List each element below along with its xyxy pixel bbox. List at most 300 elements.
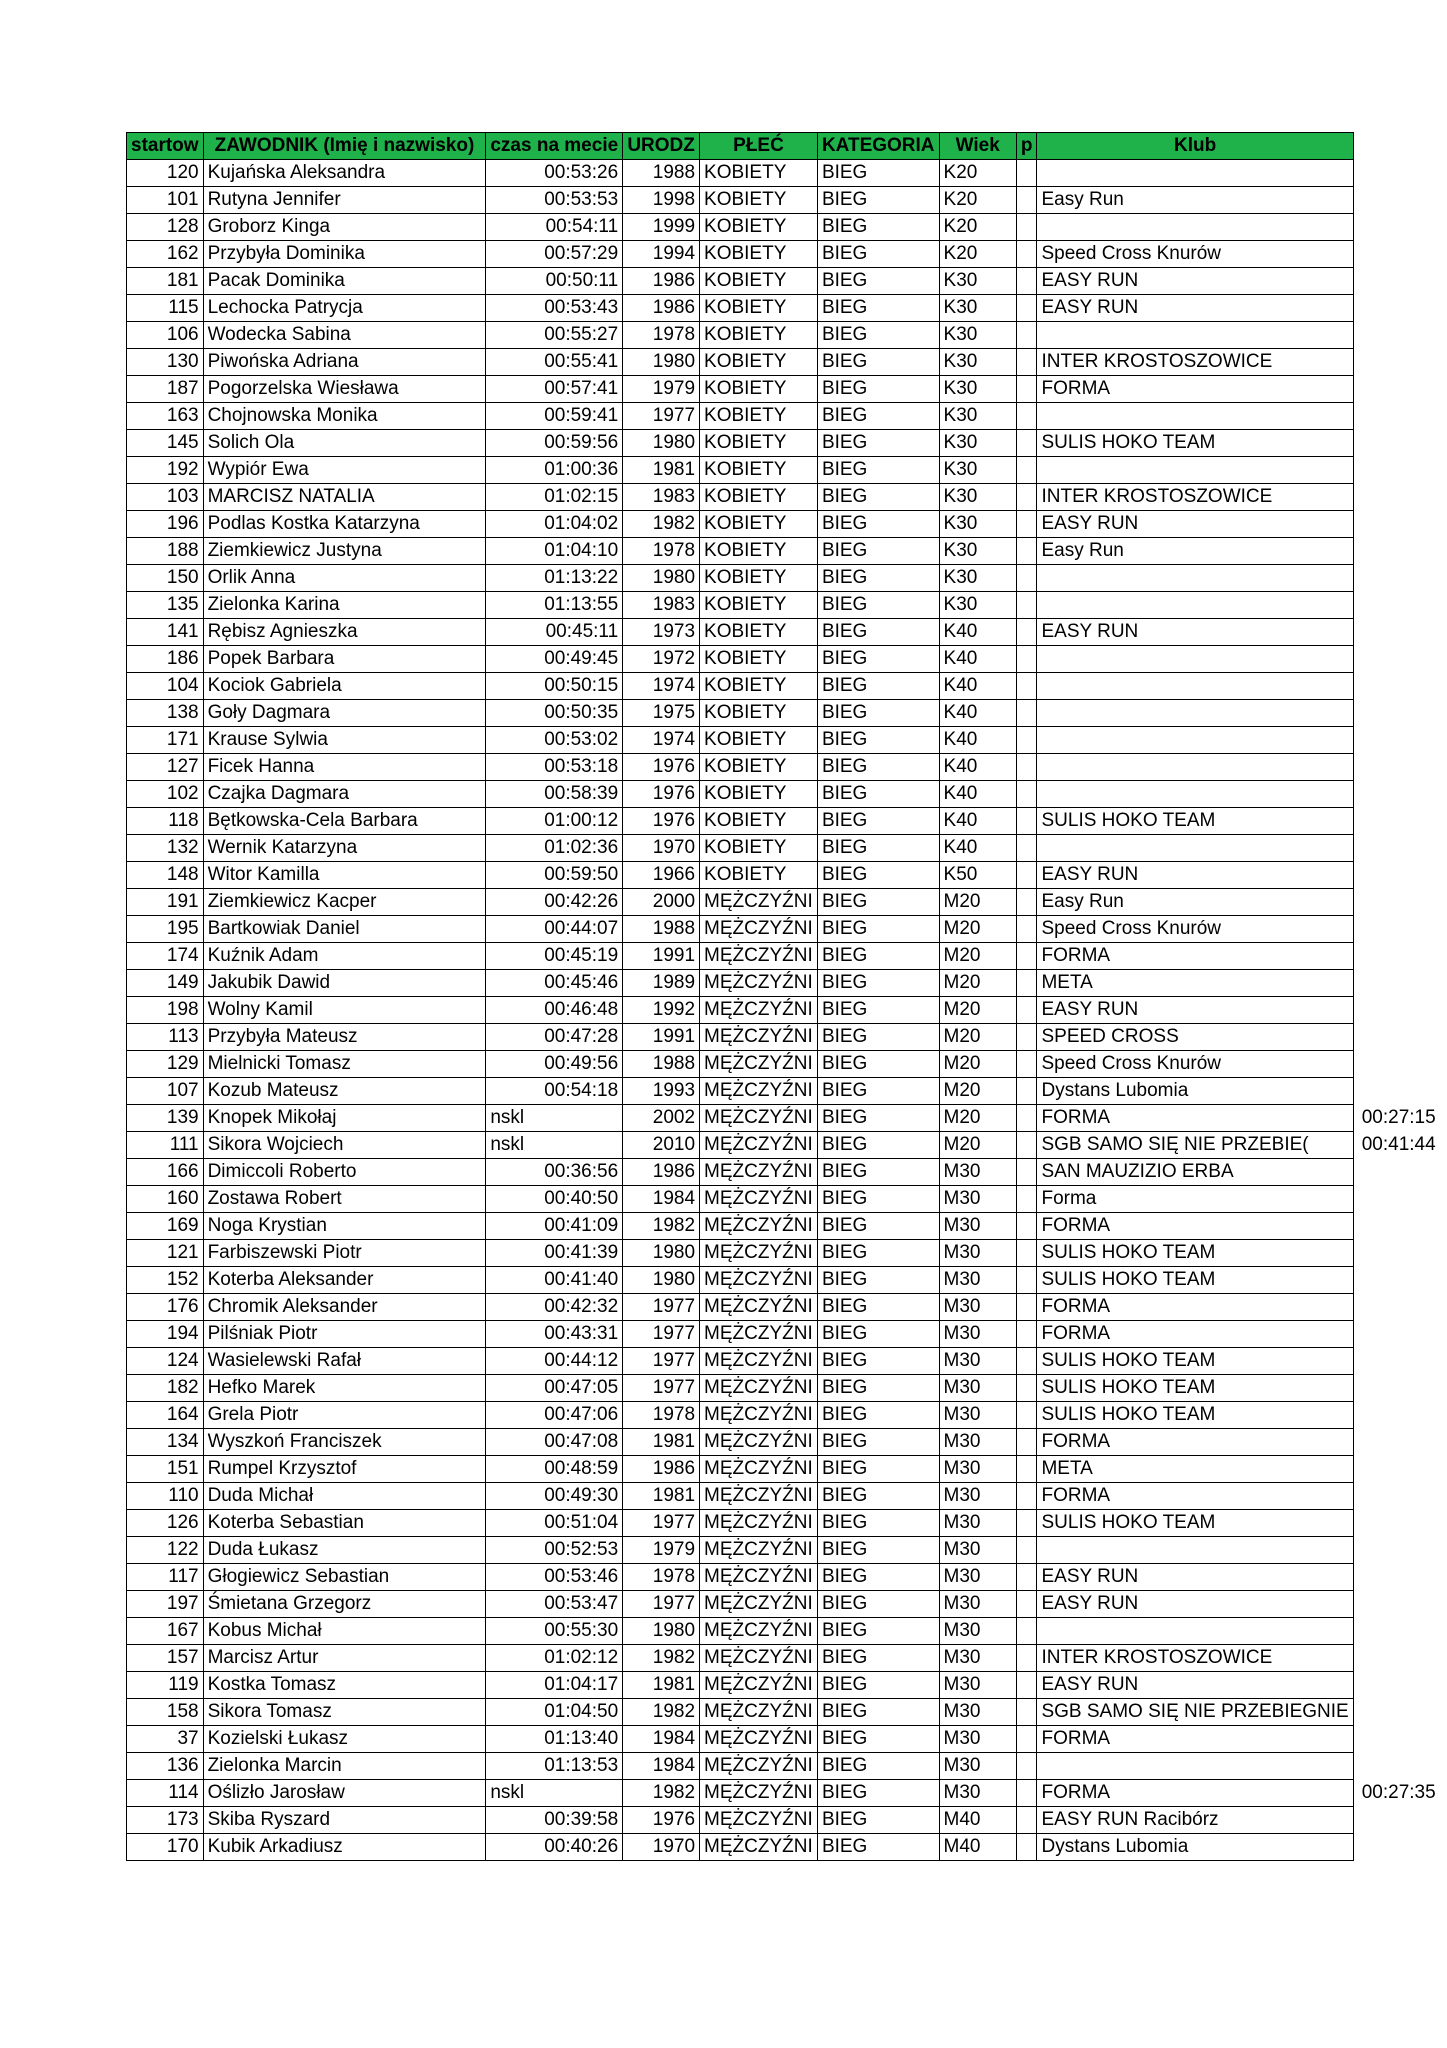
cell-birth-year: 1986 xyxy=(623,1456,700,1483)
table-row xyxy=(127,376,1447,403)
cell-finish-time: 00:57:29 xyxy=(486,241,623,268)
cell-name: Śmietana Grzegorz xyxy=(203,1591,486,1618)
table-row xyxy=(127,457,1447,484)
cell-category: BIEG xyxy=(817,1375,939,1402)
cell-blank xyxy=(1016,1753,1037,1780)
cell-blank xyxy=(1016,1240,1037,1267)
cell-blank xyxy=(1016,889,1037,916)
cell-age-group: K40 xyxy=(939,619,1016,646)
cell-name: Marcisz Artur xyxy=(203,1645,486,1672)
cell-start-number: 139 xyxy=(127,1105,204,1132)
cell-birth-year: 1978 xyxy=(623,1564,700,1591)
table-row xyxy=(127,241,1447,268)
cell-finish-time: 00:44:12 xyxy=(486,1348,623,1375)
header-name: ZAWODNIK (Imię i nazwisko) xyxy=(203,133,486,160)
cell-extra xyxy=(1353,160,1446,187)
cell-extra: 00:27:35 xyxy=(1361,1782,1436,1803)
cell-name: Przybyła Dominika xyxy=(203,241,486,268)
header-start-number: startow xyxy=(127,133,204,160)
cell-name: Witor Kamilla xyxy=(203,862,486,889)
cell-club: Speed Cross Knurów xyxy=(1037,916,1353,943)
cell-finish-time: 00:50:15 xyxy=(486,673,623,700)
cell-blank xyxy=(1016,808,1037,835)
cell-sex: KOBIETY xyxy=(700,727,818,754)
cell-age-group: M30 xyxy=(939,1159,1016,1186)
cell-birth-year: 1976 xyxy=(623,781,700,808)
cell-blank xyxy=(1016,781,1037,808)
cell-sex: KOBIETY xyxy=(700,457,818,484)
cell-sex: KOBIETY xyxy=(700,187,818,214)
cell-club xyxy=(1037,160,1353,187)
cell-finish-time: 00:47:05 xyxy=(486,1375,623,1402)
cell-start-number: 117 xyxy=(127,1564,204,1591)
cell-sex: KOBIETY xyxy=(700,781,818,808)
cell-start-number: 164 xyxy=(127,1402,204,1429)
cell-extra xyxy=(1353,1591,1446,1618)
cell-club xyxy=(1037,457,1353,484)
cell-category: BIEG xyxy=(817,727,939,754)
cell-age-group: M30 xyxy=(939,1240,1016,1267)
cell-extra xyxy=(1353,376,1446,403)
cell-sex: MĘŻCZYŹNI xyxy=(700,916,818,943)
cell-start-number: 149 xyxy=(127,970,204,997)
cell-name: Kostka Tomasz xyxy=(203,1672,486,1699)
cell-extra xyxy=(1353,1213,1446,1240)
cell-blank xyxy=(1016,1699,1037,1726)
cell-category: BIEG xyxy=(817,700,939,727)
cell-blank xyxy=(1016,511,1037,538)
cell-finish-time: 00:53:47 xyxy=(486,1591,623,1618)
cell-birth-year: 1999 xyxy=(623,214,700,241)
cell-name: Ziemkiewicz Kacper xyxy=(203,889,486,916)
cell-category: BIEG xyxy=(817,1132,939,1159)
cell-age-group: K50 xyxy=(939,862,1016,889)
cell-club: Easy Run xyxy=(1037,889,1353,916)
cell-blank xyxy=(1016,187,1037,214)
cell-sex: KOBIETY xyxy=(700,322,818,349)
cell-birth-year: 1993 xyxy=(623,1078,700,1105)
cell-club xyxy=(1037,1618,1353,1645)
cell-name: Rumpel Krzysztof xyxy=(203,1456,486,1483)
cell-birth-year: 1982 xyxy=(623,511,700,538)
cell-name: Knopek Mikołaj xyxy=(203,1105,486,1132)
cell-birth-year: 1973 xyxy=(623,619,700,646)
cell-sex: KOBIETY xyxy=(700,295,818,322)
cell-club: EASY RUN xyxy=(1037,1591,1353,1618)
cell-start-number: 148 xyxy=(127,862,204,889)
cell-sex: KOBIETY xyxy=(700,403,818,430)
cell-age-group: M30 xyxy=(939,1456,1016,1483)
table-row xyxy=(127,1483,1447,1510)
table-row xyxy=(127,403,1447,430)
cell-start-number: 128 xyxy=(127,214,204,241)
cell-name: Kociok Gabriela xyxy=(203,673,486,700)
cell-extra xyxy=(1353,214,1446,241)
cell-name: Duda Michał xyxy=(203,1483,486,1510)
cell-sex: MĘŻCZYŹNI xyxy=(700,1240,818,1267)
cell-extra xyxy=(1353,322,1446,349)
cell-extra xyxy=(1353,1429,1446,1456)
cell-age-group: M20 xyxy=(939,1078,1016,1105)
cell-blank xyxy=(1016,484,1037,511)
cell-finish-time: 00:45:19 xyxy=(486,943,623,970)
cell-age-group: K40 xyxy=(939,700,1016,727)
cell-name: Kozub Mateusz xyxy=(203,1078,486,1105)
cell-category: BIEG xyxy=(817,754,939,781)
cell-category: BIEG xyxy=(817,1105,939,1132)
cell-birth-year: 1989 xyxy=(623,970,700,997)
results-table xyxy=(126,132,1447,1861)
cell-name: Orlik Anna xyxy=(203,565,486,592)
cell-category: BIEG xyxy=(817,673,939,700)
cell-category: BIEG xyxy=(817,214,939,241)
cell-age-group: K30 xyxy=(939,457,1016,484)
cell-finish-time: 00:53:43 xyxy=(486,295,623,322)
cell-club xyxy=(1037,646,1353,673)
cell-extra xyxy=(1353,781,1446,808)
cell-extra xyxy=(1353,997,1446,1024)
cell-sex: KOBIETY xyxy=(700,808,818,835)
cell-finish-time: 00:42:26 xyxy=(486,889,623,916)
cell-start-number: 106 xyxy=(127,322,204,349)
cell-age-group: K30 xyxy=(939,268,1016,295)
cell-blank xyxy=(1016,646,1037,673)
cell-club xyxy=(1037,781,1353,808)
table-row xyxy=(127,1267,1447,1294)
cell-extra xyxy=(1353,943,1446,970)
cell-sex: MĘŻCZYŹNI xyxy=(700,1348,818,1375)
cell-birth-year: 1974 xyxy=(623,727,700,754)
cell-name: Pogorzelska Wiesława xyxy=(203,376,486,403)
table-row xyxy=(127,592,1447,619)
cell-age-group: K30 xyxy=(939,511,1016,538)
cell-blank xyxy=(1016,1402,1037,1429)
table-row xyxy=(127,835,1447,862)
cell-category: BIEG xyxy=(817,295,939,322)
cell-name: Zielonka Marcin xyxy=(203,1753,486,1780)
cell-name: Ziemkiewicz Justyna xyxy=(203,538,486,565)
cell-birth-year: 1970 xyxy=(623,835,700,862)
cell-extra xyxy=(1353,1024,1446,1051)
cell-finish-time: 00:47:08 xyxy=(486,1429,623,1456)
cell-sex: MĘŻCZYŹNI xyxy=(700,1780,818,1807)
cell-sex: MĘŻCZYŹNI xyxy=(700,1510,818,1537)
cell-category: BIEG xyxy=(817,403,939,430)
cell-finish-time: 00:59:56 xyxy=(486,430,623,457)
cell-club xyxy=(1037,592,1353,619)
cell-finish-time: 00:59:50 xyxy=(486,862,623,889)
cell-blank xyxy=(1016,268,1037,295)
cell-extra xyxy=(1353,1159,1446,1186)
cell-finish-time: 01:04:10 xyxy=(486,538,623,565)
table-row xyxy=(127,997,1447,1024)
cell-birth-year: 1982 xyxy=(623,1645,700,1672)
cell-birth-year: 1988 xyxy=(623,1051,700,1078)
cell-sex: MĘŻCZYŹNI xyxy=(700,1213,818,1240)
cell-finish-time: 00:53:53 xyxy=(486,187,623,214)
cell-start-number: 126 xyxy=(127,1510,204,1537)
cell-sex: MĘŻCZYŹNI xyxy=(700,1186,818,1213)
cell-category: BIEG xyxy=(817,565,939,592)
cell-club: EASY RUN xyxy=(1037,619,1353,646)
cell-category: BIEG xyxy=(817,1726,939,1753)
cell-extra xyxy=(1353,1645,1446,1672)
cell-start-number: 115 xyxy=(127,295,204,322)
cell-club: FORMA xyxy=(1037,1105,1353,1132)
cell-extra xyxy=(1353,1510,1446,1537)
table-row xyxy=(127,1645,1447,1672)
cell-age-group: M40 xyxy=(939,1834,1016,1861)
header-birth-year: URODZ xyxy=(623,133,700,160)
cell-age-group: K40 xyxy=(939,754,1016,781)
cell-club xyxy=(1037,700,1353,727)
cell-start-number: 122 xyxy=(127,1537,204,1564)
cell-extra xyxy=(1353,241,1446,268)
cell-category: BIEG xyxy=(817,484,939,511)
table-row xyxy=(127,1321,1447,1348)
cell-birth-year: 1980 xyxy=(623,430,700,457)
cell-start-number: 182 xyxy=(127,1375,204,1402)
cell-sex: KOBIETY xyxy=(700,700,818,727)
cell-sex: KOBIETY xyxy=(700,268,818,295)
cell-sex: MĘŻCZYŹNI xyxy=(700,1159,818,1186)
cell-club: Speed Cross Knurów xyxy=(1037,1051,1353,1078)
table-row xyxy=(127,1402,1447,1429)
table-row xyxy=(127,268,1447,295)
cell-blank xyxy=(1016,241,1037,268)
cell-club xyxy=(1037,835,1353,862)
table-row xyxy=(127,1753,1447,1780)
cell-club: Forma xyxy=(1037,1186,1353,1213)
cell-sex: KOBIETY xyxy=(700,160,818,187)
cell-name: Hefko Marek xyxy=(203,1375,486,1402)
cell-start-number: 102 xyxy=(127,781,204,808)
cell-name: Kuźnik Adam xyxy=(203,943,486,970)
cell-age-group: M20 xyxy=(939,943,1016,970)
cell-blank xyxy=(1016,673,1037,700)
cell-age-group: K30 xyxy=(939,565,1016,592)
cell-club: FORMA xyxy=(1037,1429,1353,1456)
cell-birth-year: 1981 xyxy=(623,1672,700,1699)
cell-blank xyxy=(1016,1105,1037,1132)
cell-category: BIEG xyxy=(817,241,939,268)
cell-age-group: M30 xyxy=(939,1618,1016,1645)
cell-age-group: M20 xyxy=(939,889,1016,916)
cell-blank xyxy=(1016,1726,1037,1753)
cell-start-number: 129 xyxy=(127,1051,204,1078)
cell-birth-year: 1986 xyxy=(623,1159,700,1186)
cell-finish-time: 00:55:41 xyxy=(486,349,623,376)
cell-birth-year: 1977 xyxy=(623,1294,700,1321)
cell-blank xyxy=(1016,997,1037,1024)
cell-extra xyxy=(1353,619,1446,646)
cell-finish-time: 00:41:09 xyxy=(486,1213,623,1240)
cell-finish-time: 00:41:39 xyxy=(486,1240,623,1267)
cell-sex: MĘŻCZYŹNI xyxy=(700,1726,818,1753)
cell-extra xyxy=(1353,1456,1446,1483)
cell-birth-year: 1977 xyxy=(623,1375,700,1402)
cell-club: FORMA xyxy=(1037,1483,1353,1510)
cell-start-number: 195 xyxy=(127,916,204,943)
cell-blank xyxy=(1016,619,1037,646)
cell-start-number: 192 xyxy=(127,457,204,484)
cell-age-group: M30 xyxy=(939,1591,1016,1618)
cell-age-group: M30 xyxy=(939,1672,1016,1699)
cell-birth-year: 1976 xyxy=(623,1807,700,1834)
cell-extra xyxy=(1353,1537,1446,1564)
table-row xyxy=(127,970,1447,997)
cell-sex: MĘŻCZYŹNI xyxy=(700,1375,818,1402)
cell-finish-time: 00:53:18 xyxy=(486,754,623,781)
cell-name: MARCISZ NATALIA xyxy=(203,484,486,511)
cell-club: META xyxy=(1037,970,1353,997)
cell-birth-year: 1980 xyxy=(623,1240,700,1267)
table-row xyxy=(127,1375,1447,1402)
cell-sex: KOBIETY xyxy=(700,673,818,700)
cell-start-number: 157 xyxy=(127,1645,204,1672)
cell-name: Jakubik Dawid xyxy=(203,970,486,997)
cell-age-group: M30 xyxy=(939,1780,1016,1807)
cell-age-group: K20 xyxy=(939,241,1016,268)
cell-name: Bartkowiak Daniel xyxy=(203,916,486,943)
cell-finish-time: 00:40:26 xyxy=(486,1834,623,1861)
cell-extra xyxy=(1353,1294,1446,1321)
cell-name: Krause Sylwia xyxy=(203,727,486,754)
cell-club xyxy=(1037,322,1353,349)
cell-club: SULIS HOKO TEAM xyxy=(1037,1348,1353,1375)
cell-age-group: K30 xyxy=(939,403,1016,430)
cell-club: SULIS HOKO TEAM xyxy=(1037,1267,1353,1294)
cell-extra xyxy=(1353,1807,1446,1834)
cell-finish-time: 01:04:02 xyxy=(486,511,623,538)
cell-club: SGB SAMO SIĘ NIE PRZEBIEGNIE xyxy=(1037,1699,1353,1726)
cell-category: BIEG xyxy=(817,619,939,646)
cell-category: BIEG xyxy=(817,349,939,376)
cell-club: FORMA xyxy=(1037,1294,1353,1321)
cell-birth-year: 1991 xyxy=(623,943,700,970)
table-row xyxy=(127,349,1447,376)
table-row xyxy=(127,619,1447,646)
cell-category: BIEG xyxy=(817,1834,939,1861)
cell-finish-time: 00:45:11 xyxy=(486,619,623,646)
cell-sex: MĘŻCZYŹNI xyxy=(700,1051,818,1078)
cell-category: BIEG xyxy=(817,1780,939,1807)
cell-extra xyxy=(1353,754,1446,781)
cell-age-group: M30 xyxy=(939,1213,1016,1240)
cell-finish-time: 00:54:11 xyxy=(486,214,623,241)
cell-extra xyxy=(1353,1564,1446,1591)
cell-age-group: M20 xyxy=(939,1132,1016,1159)
cell-name: Wypiór Ewa xyxy=(203,457,486,484)
cell-category: BIEG xyxy=(817,1591,939,1618)
cell-club: Dystans Lubomia xyxy=(1037,1078,1353,1105)
cell-start-number: 130 xyxy=(127,349,204,376)
cell-sex: MĘŻCZYŹNI xyxy=(700,1321,818,1348)
cell-finish-time: nskl xyxy=(486,1105,623,1132)
cell-category: BIEG xyxy=(817,511,939,538)
table-row xyxy=(127,1537,1447,1564)
cell-blank xyxy=(1016,1834,1037,1861)
header-blank: p xyxy=(1016,133,1037,160)
cell-finish-time: 00:58:39 xyxy=(486,781,623,808)
cell-start-number: 114 xyxy=(127,1780,204,1807)
cell-club: FORMA xyxy=(1037,1726,1353,1753)
cell-sex: KOBIETY xyxy=(700,538,818,565)
cell-start-number: 171 xyxy=(127,727,204,754)
cell-finish-time: 01:04:17 xyxy=(486,1672,623,1699)
cell-start-number: 151 xyxy=(127,1456,204,1483)
cell-club: SPEED CROSS xyxy=(1037,1024,1353,1051)
cell-sex: KOBIETY xyxy=(700,565,818,592)
cell-birth-year: 1977 xyxy=(623,1591,700,1618)
cell-name: Wasielewski Rafał xyxy=(203,1348,486,1375)
cell-sex: MĘŻCZYŹNI xyxy=(700,1591,818,1618)
cell-birth-year: 2000 xyxy=(623,889,700,916)
cell-club: EASY RUN xyxy=(1037,268,1353,295)
cell-finish-time: 00:46:48 xyxy=(486,997,623,1024)
cell-blank xyxy=(1016,1456,1037,1483)
cell-blank xyxy=(1016,1213,1037,1240)
cell-sex: MĘŻCZYŹNI xyxy=(700,1645,818,1672)
cell-category: BIEG xyxy=(817,430,939,457)
table-row xyxy=(127,1078,1447,1105)
cell-sex: KOBIETY xyxy=(700,214,818,241)
cell-start-number: 152 xyxy=(127,1267,204,1294)
cell-category: BIEG xyxy=(817,835,939,862)
cell-extra xyxy=(1353,1834,1446,1861)
cell-name: Solich Ola xyxy=(203,430,486,457)
cell-extra xyxy=(1353,430,1446,457)
cell-age-group: K30 xyxy=(939,376,1016,403)
cell-sex: MĘŻCZYŹNI xyxy=(700,1132,818,1159)
cell-sex: KOBIETY xyxy=(700,511,818,538)
cell-category: BIEG xyxy=(817,1051,939,1078)
cell-finish-time: 00:47:06 xyxy=(486,1402,623,1429)
cell-blank xyxy=(1016,457,1037,484)
cell-club: EASY RUN xyxy=(1037,1564,1353,1591)
cell-category: BIEG xyxy=(817,1510,939,1537)
table-row xyxy=(127,808,1447,835)
cell-start-number: 141 xyxy=(127,619,204,646)
cell-club: Easy Run xyxy=(1037,187,1353,214)
cell-blank xyxy=(1016,349,1037,376)
cell-name: Rębisz Agnieszka xyxy=(203,619,486,646)
cell-birth-year: 1975 xyxy=(623,700,700,727)
table-row xyxy=(127,484,1447,511)
cell-blank xyxy=(1016,1051,1037,1078)
cell-start-number: 104 xyxy=(127,673,204,700)
cell-birth-year: 1978 xyxy=(623,538,700,565)
table-row xyxy=(127,1105,1447,1132)
cell-category: BIEG xyxy=(817,1186,939,1213)
cell-sex: MĘŻCZYŹNI xyxy=(700,1699,818,1726)
cell-sex: KOBIETY xyxy=(700,349,818,376)
cell-blank xyxy=(1016,214,1037,241)
cell-club: EASY RUN xyxy=(1037,511,1353,538)
cell-start-number: 101 xyxy=(127,187,204,214)
cell-start-number: 107 xyxy=(127,1078,204,1105)
cell-age-group: K30 xyxy=(939,538,1016,565)
cell-sex: MĘŻCZYŹNI xyxy=(700,889,818,916)
cell-age-group: M30 xyxy=(939,1699,1016,1726)
cell-sex: MĘŻCZYŹNI xyxy=(700,997,818,1024)
table-row xyxy=(127,1510,1447,1537)
cell-blank xyxy=(1016,430,1037,457)
cell-extra xyxy=(1353,1726,1446,1753)
cell-name: Duda Łukasz xyxy=(203,1537,486,1564)
cell-category: BIEG xyxy=(817,1213,939,1240)
cell-age-group: M30 xyxy=(939,1645,1016,1672)
